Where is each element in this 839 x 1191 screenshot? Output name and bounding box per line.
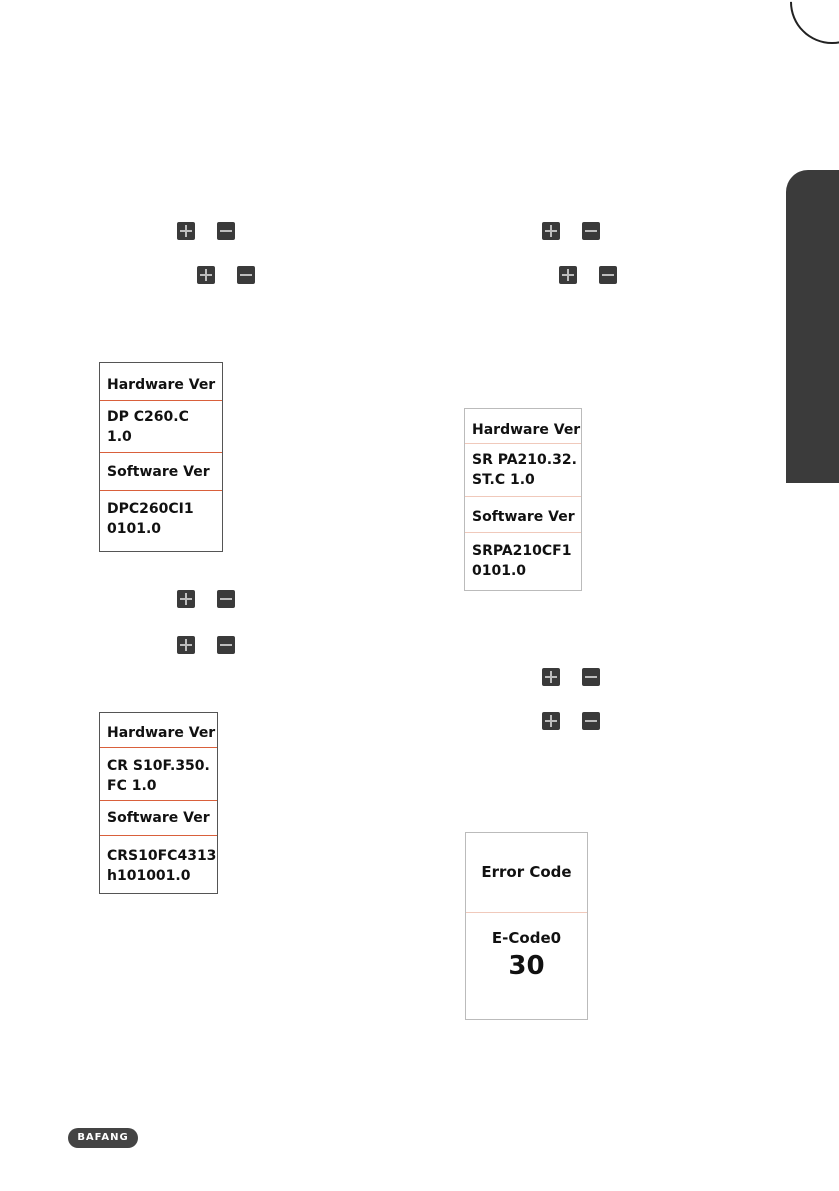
error-code-value: 30 (508, 951, 545, 981)
plus-button-icon (197, 266, 215, 284)
chapter-side-tab (786, 170, 839, 482)
plus-button-icon (177, 636, 195, 654)
software-ver-label: Software Ver (465, 497, 581, 533)
minus-button-icon (217, 222, 235, 240)
minus-button-icon (237, 266, 255, 284)
plus-button-icon (542, 222, 560, 240)
error-divider (466, 912, 587, 913)
plus-button-icon (177, 590, 195, 608)
software-ver-line-1: CRS10FC4313 (107, 848, 217, 864)
display-screen-crs10f (99, 712, 218, 894)
hardware-ver-value (100, 401, 222, 453)
minus-button-icon (582, 712, 600, 730)
software-ver-line-2: 0101.0 (107, 521, 162, 537)
hardware-ver-line-1: CR S10F.350. (107, 758, 210, 774)
software-ver-line-2: 0101.0 (472, 563, 527, 579)
software-ver-line-2: h101001.0 (107, 868, 191, 884)
minus-button-icon (582, 222, 600, 240)
hardware-ver-line-2: 1.0 (107, 429, 132, 445)
crop-mark (773, 0, 839, 61)
hardware-ver-line-1: SR PA210.32. (472, 452, 577, 468)
minus-button-icon (217, 636, 235, 654)
software-ver-value (100, 491, 222, 549)
software-ver-label: Software Ver (100, 801, 217, 836)
software-ver-line-1: DPC260CI1 (107, 501, 194, 517)
hardware-ver-line-2: FC 1.0 (107, 778, 157, 794)
error-code-title: Error Code (481, 863, 572, 881)
software-ver-label: Software Ver (100, 453, 222, 491)
plus-button-icon (559, 266, 577, 284)
display-screen-error-code (465, 832, 588, 1020)
bafang-logo: BAFANG (68, 1128, 138, 1148)
minus-button-icon (217, 590, 235, 608)
hardware-ver-label: Hardware Ver (100, 363, 222, 401)
minus-button-icon (599, 266, 617, 284)
display-screen-dpc260 (99, 362, 223, 552)
minus-button-icon (582, 668, 600, 686)
display-screen-srpa210 (464, 408, 582, 591)
hardware-ver-line-2: ST.C 1.0 (472, 472, 535, 488)
software-ver-value (100, 836, 217, 891)
hardware-ver-label: Hardware Ver (100, 713, 217, 748)
hardware-ver-label: Hardware Ver (465, 409, 581, 444)
hardware-ver-line-1: DP C260.C (107, 409, 189, 425)
plus-button-icon (542, 712, 560, 730)
plus-button-icon (542, 668, 560, 686)
plus-button-icon (177, 222, 195, 240)
software-ver-line-1: SRPA210CF1 (472, 543, 572, 559)
hardware-ver-value (100, 748, 217, 801)
software-ver-value (465, 533, 581, 588)
hardware-ver-value (465, 444, 581, 497)
error-code-label: E-Code0 (491, 929, 562, 947)
